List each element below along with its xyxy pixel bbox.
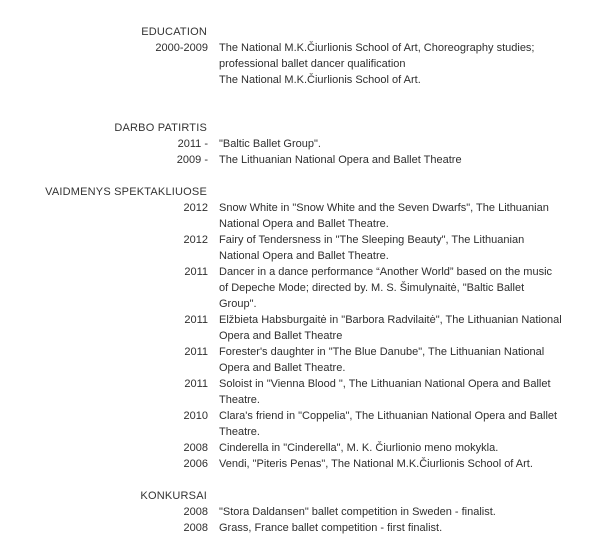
entry-row	[0, 152, 610, 168]
entry-year: 2009 -	[176, 154, 208, 166]
entry-row	[0, 40, 610, 72]
entry-year: 2010	[183, 410, 208, 422]
entry-row	[0, 344, 610, 376]
entry-row	[0, 408, 610, 440]
entry-year: 2012	[183, 234, 208, 246]
entry-description: Snow White in "Snow White and the Seven Dwarfs", The Lithuanian National Opera and Ballet Theatre.	[219, 202, 549, 230]
entry-year: 2011	[184, 314, 208, 326]
section-heading: KONKURSAI	[140, 490, 207, 502]
entry-year: 2006	[183, 458, 208, 470]
entry-year: 2008	[183, 442, 208, 454]
entry-year: 2008	[183, 522, 208, 534]
entry-description: Dancer in a dance performance “Another World” based on the music of Depeche Mode; directed by. M. S. Šimulynaitė, "Baltic Ballet Group".	[219, 266, 553, 310]
entry-description: Clara's friend in "Coppelia", The Lithuanian National Opera and Ballet Theatre.	[219, 410, 558, 438]
entry-year: 2011	[184, 346, 208, 358]
entry-description: "Baltic Ballet Group".	[219, 138, 321, 150]
section-heading: DARBO PATIRTIS	[114, 122, 207, 134]
entry-row	[0, 72, 610, 88]
entry-year: 2000-2009	[155, 42, 208, 54]
entry-description: The Lithuanian National Opera and Ballet Theatre	[219, 154, 462, 166]
entry-row	[0, 456, 610, 472]
entry-row	[0, 520, 610, 536]
entry-year: 2011	[184, 378, 208, 390]
entry-description: Vendi, "Piteris Penas", The National M.K.Čiurlionis School of Art.	[219, 458, 533, 470]
entry-row	[0, 136, 610, 152]
section-education	[0, 24, 610, 88]
entry-row	[0, 312, 610, 344]
entry-year: 2011 -	[177, 138, 208, 150]
entry-description: Soloist in "Vienna Blood ", The Lithuanian National Opera and Ballet Theatre.	[219, 378, 551, 406]
section-darbo-patirtis	[0, 120, 610, 168]
entry-description: Grass, France ballet competition - first finalist.	[219, 522, 443, 534]
entry-description: Cinderella in "Cinderella", M. K. Čiurlionio meno mokykla.	[219, 442, 499, 454]
entry-row	[0, 232, 610, 264]
entry-year: 2012	[183, 202, 208, 214]
entry-description: "Stora Daldansen" ballet competition in Sweden - finalist.	[219, 506, 496, 518]
section-heading: VAIDMENYS SPEKTAKLIUOSE	[45, 186, 207, 198]
entry-row	[0, 200, 610, 232]
entry-description: The National M.K.Čiurlionis School of Art, Choreography studies; professional ballet dancer qualification	[219, 42, 535, 70]
entry-row	[0, 376, 610, 408]
section-vaidmenys-spektakliuose	[0, 184, 610, 472]
section-konkursai	[0, 488, 610, 536]
entry-year: 2008	[183, 506, 208, 518]
entry-description: Fairy of Tendersness in "The Sleeping Beauty", The Lithuanian National Opera and Ballet Theatre.	[219, 234, 525, 262]
entry-year: 2011	[184, 266, 208, 278]
entry-description: Forester's daughter in "The Blue Danube", The Lithuanian National Opera and Ballet Theatre.	[219, 346, 545, 374]
section-heading: EDUCATION	[141, 26, 207, 38]
entry-row	[0, 440, 610, 456]
entry-row	[0, 264, 610, 312]
entry-row	[0, 504, 610, 520]
entry-description: The National M.K.Čiurlionis School of Art.	[219, 74, 421, 86]
entry-description: Elžbieta Habsburgaitė in "Barbora Radvilaitė", The Lithuanian National Opera and Ballet Theatre	[219, 314, 562, 342]
